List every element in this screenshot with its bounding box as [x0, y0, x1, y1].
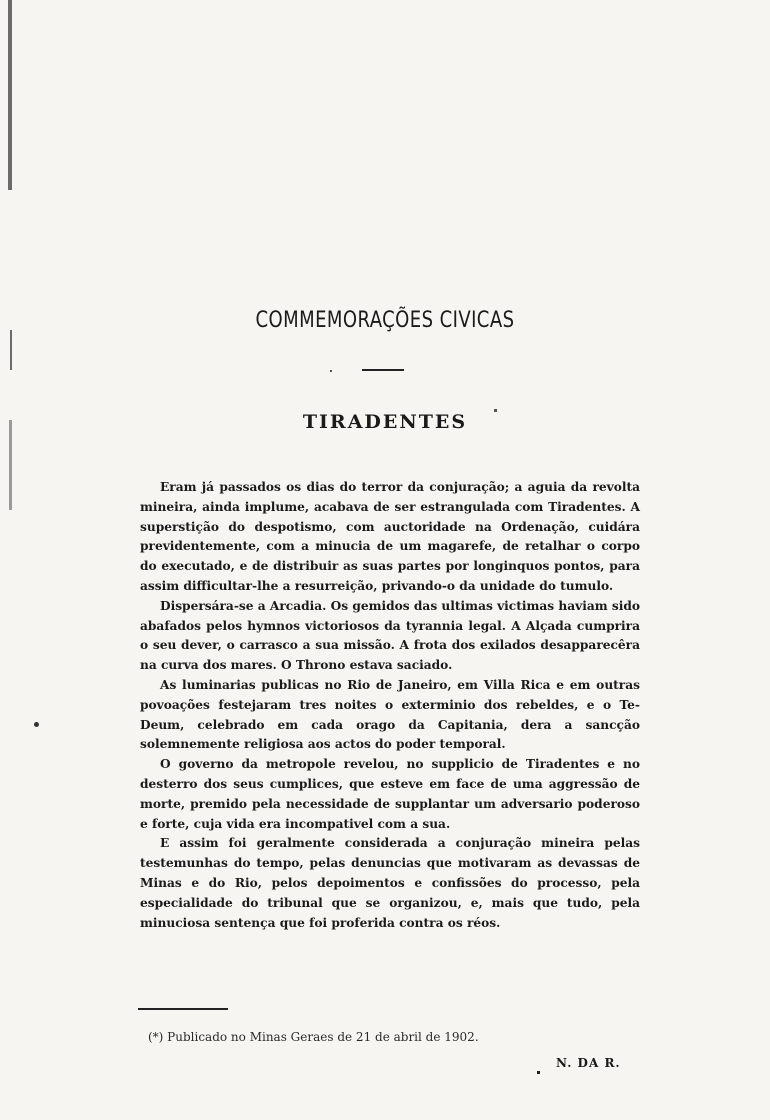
- body-text: [140, 478, 640, 933]
- binding-shadow-mid: [10, 330, 12, 370]
- chapter-title: TIRADENTES: [302, 411, 468, 433]
- title-rule: [362, 369, 404, 371]
- binding-shadow-low: [9, 420, 12, 510]
- paragraph-2: Dispersára-se a Arcadia. Os gemidos das ultimas victimas haviam sido abafados pelos hymnos victoriosos da tyrannia legal. A Alçada cumprira o seu dever, o carrasco a sua missão. A frota dos exilados desapparecêra na curva dos mares. O Throno estava saciado.: [140, 598, 641, 673]
- binding-shadow-top: [8, 0, 12, 190]
- paragraph-5: E assim foi geralmente considerada a conjuração mineira pelas testemunhas do tempo, pelas denuncias que motivaram as devassas de Minas e do Rio, pelos depoimentos e confissões do processo, pela especialidade do tribunal que se organizou, e, mais que tudo, pela minuciosa sentença que foi proferida contra os réos.: [140, 836, 640, 930]
- footnote: (*) Publicado no Minas Geraes de 21 de abril de 1902.: [148, 1030, 479, 1044]
- paragraph-1: Eram já passados os dias do terror da conjuração; a aguia da revolta mineira, ainda implume, acabava de ser estrangulada com Tiradentes. A superstição do despotismo, com auctoridade na Ordenação, cuidára previdentemente, com a minucia de um magarefe, de retalhar o corpo do executado, e de distribuir as suas partes por longinquos pontos, para assim difficultar-lhe a resurreição, privando-o da unidade do tumulo.: [140, 480, 640, 593]
- section-title: COMMEMORAÇÕES CIVICAS: [255, 308, 515, 333]
- paragraph-4: O governo da metropole revelou, no supplicio de Tiradentes e no desterro dos seus cumplices, que esteve em face de uma aggressão de morte, premido pela necessidade de supplantar um adversario poderoso e forte, cuja vida era incompativel com a sua.: [140, 757, 640, 831]
- signature-dot: [537, 1071, 540, 1074]
- footnote-rule: [138, 1008, 228, 1010]
- paragraph-3: As luminarias publicas no Rio de Janeiro, em Villa Rica e em outras povoações festejaram tres noites o exterminio dos rebeldes, e o Te-Deum, celebrado em cada orago da Capitania, dera a sancção solemnemente religiosa aos actos do poder temporal.: [140, 677, 640, 752]
- margin-mark: [34, 722, 39, 727]
- scan-binding-edge: [0, 0, 22, 1120]
- title-dot: [330, 370, 332, 372]
- signature: N. DA R.: [556, 1056, 621, 1070]
- chapter-mark: [494, 409, 497, 412]
